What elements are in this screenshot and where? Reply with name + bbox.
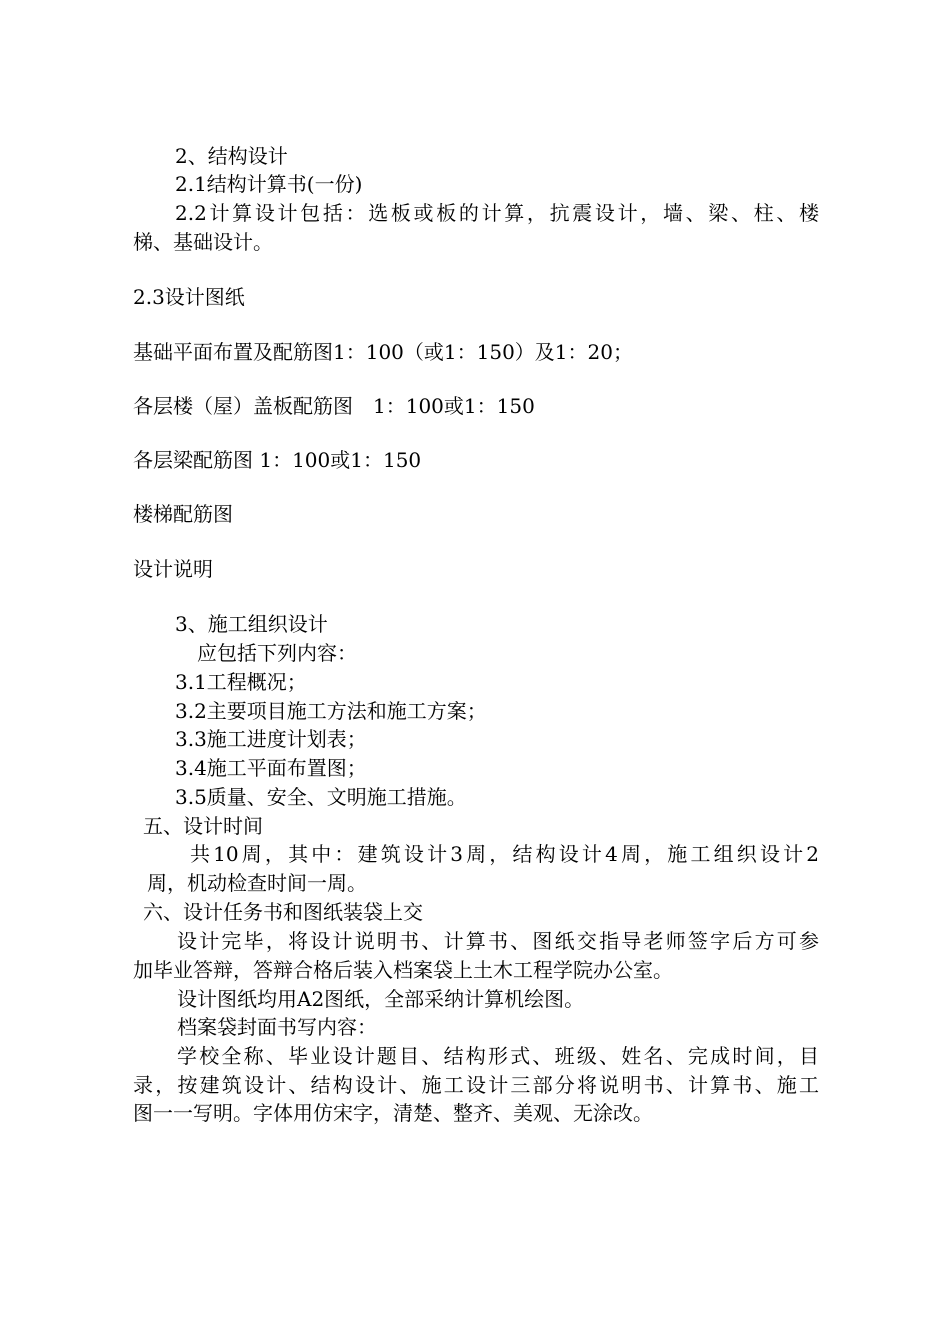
list-item: 3.2主要项目施工方法和施工方案； xyxy=(175,699,487,723)
design-time-line2: 周，机动检查时间一周。 xyxy=(147,871,367,895)
section-heading-construction-organization: 3、施工组织设计 xyxy=(175,612,328,636)
submission-p4-line3: 图一一写明。字体用仿宋字，清楚、整齐、美观、无涂改。 xyxy=(133,1101,653,1125)
submission-p1-line1: 设计完毕，将设计说明书、计算书、图纸交指导老师签字后方可参 xyxy=(177,929,819,953)
list-item: 3.3施工进度计划表； xyxy=(175,727,367,751)
list-item: 3.1工程概况； xyxy=(175,670,307,694)
drawing-item: 各层楼（屋）盖板配筋图 1：100或1：150 xyxy=(133,394,535,418)
drawings-heading: 2.3设计图纸 xyxy=(133,285,245,309)
submission-p1-line2: 加毕业答辩，答辩合格后装入档案袋上土木工程学院办公室。 xyxy=(133,958,673,982)
submission-p2: 设计图纸均用A2图纸，全部采纳计算机绘图。 xyxy=(177,987,585,1011)
section-heading-submission: 六、设计任务书和图纸装袋上交 xyxy=(143,900,423,924)
item-calc-design-line2: 梯、基础设计。 xyxy=(133,230,273,254)
item-calc-design-line1: 2.2计算设计包括：选板或板的计算，抗震设计，墙、梁、柱、楼 xyxy=(175,201,819,225)
drawing-item: 设计说明 xyxy=(133,557,213,581)
drawing-item: 各层梁配筋图 1：100或1：150 xyxy=(133,448,422,472)
submission-p4-line1: 学校全称、毕业设计题目、结构形式、班级、姓名、完成时间，目 xyxy=(177,1044,819,1068)
drawing-item: 基础平面布置及配筋图1：100（或1：150）及1：20； xyxy=(133,340,633,364)
drawing-item: 楼梯配筋图 xyxy=(133,502,233,526)
design-time-line1: 共10周，其中：建筑设计3周，结构设计4周，施工组织设计2 xyxy=(190,842,819,866)
section-heading-design-time: 五、设计时间 xyxy=(143,814,263,838)
submission-p4-line2: 录，按建筑设计、结构设计、施工设计三部分将说明书、计算书、施工 xyxy=(133,1073,819,1097)
section-heading-structural-design: 2、结构设计 xyxy=(175,144,288,168)
section3-intro: 应包括下列内容： xyxy=(197,641,357,665)
submission-p3: 档案袋封面书写内容： xyxy=(177,1015,377,1039)
list-item: 3.4施工平面布置图； xyxy=(175,756,367,780)
item-structural-calc-book: 2.1结构计算书(一份) xyxy=(175,172,363,196)
list-item: 3.5质量、安全、文明施工措施。 xyxy=(175,785,467,809)
